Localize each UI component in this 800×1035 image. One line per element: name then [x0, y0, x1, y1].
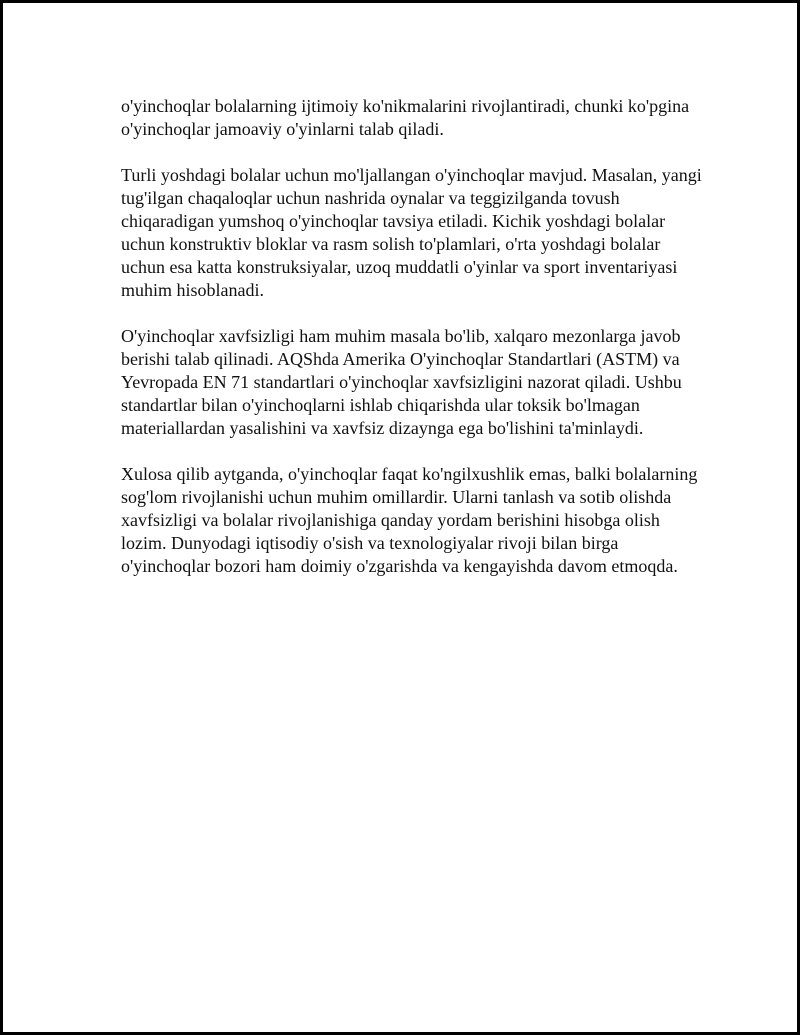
paragraph-social-skills: o'yinchoqlar bolalarning ijtimoiy ko'nikmalarini rivojlantiradi, chunki ko'pgina o'yinchoqlar jamoaviy o'yinlarni talab qiladi.: [121, 96, 690, 139]
paragraph-toy-safety: O'yinchoqlar xavfsizligi ham muhim masala bo'lib, xalqaro mezonlarga javob berishi talab qilinadi. AQShda Amerika O'yinchoqlar Standartlari (ASTM) va Yevropada EN 71 standartlari o'yinchoqlar xavfsizligini nazorat qiladi. Ushbu standartlar bilan o'yinchoqlarni ishlab chiqarishda ular toksik bo'lmagan materiallardan yasalishini va xavfsiz dizaynga ega bo'lishini ta'minlaydi.: [121, 326, 682, 438]
document-body: [121, 95, 703, 601]
paragraph-conclusion: Xulosa qilib aytganda, o'yinchoqlar faqat ko'ngilxushlik emas, balki bolalarning sog'lom rivojlanishi uchun muhim omillardir. Ularni tanlash va sotib olishda xavfsizligi va bolalar rivojlanishiga qanday yordam berishini hisobga olish lozim. Dunyodagi iqtisodiy o'sish va texnologiyalar rivoji bilan birga o'yinchoqlar bozori ham doimiy o'zgarishda va kengayishda davom etmoqda.: [121, 464, 698, 576]
paragraph-age-groups: Turli yoshdagi bolalar uchun mo'ljallangan o'yinchoqlar mavjud. Masalan, yangi tug'ilgan chaqaloqlar uchun nashrida oynalar va teggizilganda tovush chiqaradigan yumshoq o'yinchoqlar tavsiya etiladi. Kichik yoshdagi bolalar uchun konstruktiv bloklar va rasm solish to'plamlari, o'rta yoshdagi bolalar uchun esa katta konstruksiyalar, uzoq muddatli o'yinlar va sport inventariyasi muhim hisoblanadi.: [121, 165, 702, 300]
